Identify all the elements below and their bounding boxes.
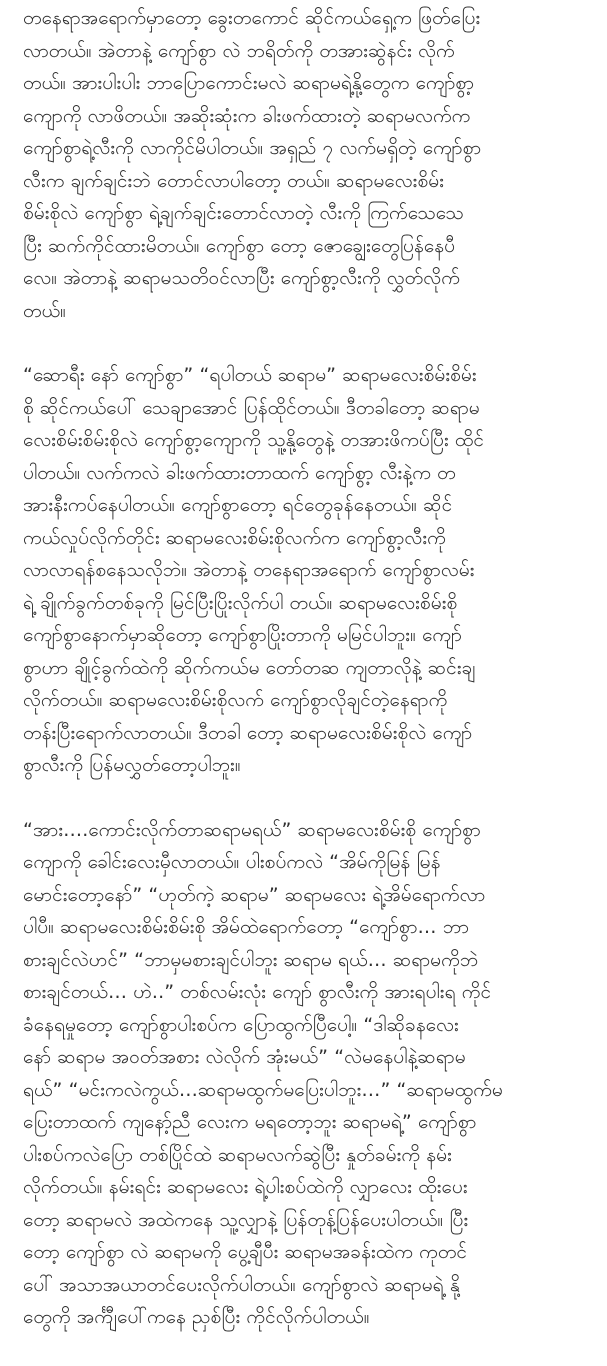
text-line: စွာလီးကို ပြန်မလွှတ်တော့ပါဘူး။ xyxy=(23,754,241,776)
paragraph-3 xyxy=(23,814,587,1334)
text-line: တော့ ကျော်စွာ လဲ ဆရာမကို ပွေ့ချီပီး ဆရာမအခန်းထဲက ကုတင် xyxy=(23,1241,468,1263)
text-line: လာလာရန်စနေသလိုဘဲ။ အဲတာနဲ့ တနေရာအရောက် ကျော်စွာလမ်း xyxy=(23,559,475,581)
text-line: ကျော်စွာနောက်မှာဆိုတော့ ကျော်စွာပြိုးတာကို မမြင်ပါဘူး။ ကျော် xyxy=(23,624,462,646)
text-line: တွေကို အင်္ကျီပေါ်ကနေ ညှစ်ပြီး ကိုင်လိုက်ပါတယ်။ xyxy=(23,1306,370,1328)
text-line: ရယ်” “မင်းကလဲကွယ်…ဆရာမထွက်မပြေးပါဘူး…” “ဆရာမထွက်မ xyxy=(23,1078,503,1101)
text-line: လိုက်တယ်။ ဆရာမလေးစိမ်းစိုလက် ကျော်စွာလိုချင်တဲ့နေရာကို xyxy=(23,689,448,711)
text-line: တယ်။ အားပါးပါး ဘာပြောကောင်းမလဲ ဆရာမရဲ့နို့တွေက ကျော်စွာ့ xyxy=(23,72,475,94)
text-line: ကျောကို ခေါင်းလေးမှီလာတယ်။ ပါးစပ်ကလဲ “အိမ်ကိုမြန် မြန် xyxy=(23,851,441,873)
text-line: “ဆောရီး နော် ကျော်စွာ” “ရပါတယ် ဆရာမ” ဆရာမလေးစိမ်းစိမ်း xyxy=(23,364,477,386)
text-line: စားချင်လဲဟင်” “ဘာမှမစားချင်ပါဘူး ဆရာမ ရယ်… ဆရာမကိုဘဲ xyxy=(23,948,479,971)
text-line: အားနီးကပ်နေပါတယ်။ ကျော်စွာတော့ ရင်တွေခုန်နေတယ်။ ဆိုင် xyxy=(23,494,453,516)
text-line: တယ်။ xyxy=(23,299,66,322)
text-line: စွာဟာ ချိုင့်ခွက်ထဲကို ဆိုက်ကယ်မ တော်တဆ ကျတာလိုနဲ့ ဆင်းချ xyxy=(23,656,476,679)
text-line: ပါတယ်။ လက်ကလဲ ခါးဖက်ထားတာထက် ကျော်စွာ့ လီးနဲ့က တ xyxy=(23,461,456,484)
paragraph-1 xyxy=(23,2,587,327)
text-line: ရဲ့ ချိုက်ခွက်တစ်ခုကို မြင်ပြီးပြိုးလိုက်ပါ တယ်။ ဆရာမလေးစိမ်းစို xyxy=(23,591,458,614)
article-body xyxy=(23,2,587,1366)
text-line: ကယ်လှုပ်လိုက်တိုင်း ဆရာမလေးစိမ်းစိုလက်က ကျော်စွာ့လီးကို xyxy=(23,526,446,549)
text-line: တနေရာအရောက်မှာတော့ ခွေးတကောင် ဆိုင်ကယ်ရှေ့က ဖြတ်ပြေး xyxy=(23,7,481,29)
text-line: မောင်းတော့နော်” “ဟုတ်ကဲ့ ဆရာမ” ဆရာမလေး ရဲ့အိမ်ရောက်လာ xyxy=(23,883,486,906)
text-line: ခံနေရမှုတော့ ကျော်စွာပါးစပ်က ပြောထွက်ပြီပေါ့။ “ဒါဆိုခနလေး xyxy=(23,1013,459,1036)
text-line: ပြီး ဆက်ကိုင်ထားမိတယ်။ ကျော်စွာ တော့ ဇောချွေးတွေပြန်နေပီ xyxy=(23,234,456,257)
text-line: တန်းပြီးရောက်လာတယ်။ ဒီတခါ တော့ ဆရာမလေးစိမ်းစိုလဲ ကျော် xyxy=(23,721,473,744)
text-line: ပါပီ။ ဆရာမလေးစိမ်းစိမ်းစို အိမ်ထဲရောက်တော့ “ကျော်စွာ… ဘာ xyxy=(23,916,469,938)
text-line: စားချင်တယ်… ဟဲ..” တစ်လမ်းလုံး ကျော် စွာလီးကို အားရပါးရ ကိုင် xyxy=(23,981,492,1003)
text-line: ကျော်စွာရဲ့လီးကို လာကိုင်မိပါတယ်။ အရှည် ၇ လက်မရှိတဲ့ ကျော်စွာ xyxy=(23,137,482,159)
text-line: တော့ ဆရာမလဲ အထဲကနေ သူ့လျှာနဲ့ ပြန်တုန့်ပြန်ပေးပါတယ်။ ပြီး xyxy=(23,1208,469,1231)
text-line: ကျောကို လာဖိတယ်။ အဆိုးဆုံးက ခါးဖက်ထားတဲ့ ဆရာမလက်က xyxy=(23,104,471,127)
text-line: လေးစိမ်းစိမ်းစိုလဲ ကျော်စွာ့ကျောကို သူ့နို့တွေနဲ့ တအားဖိကပ်ပြီး ထိုင် xyxy=(23,429,485,451)
text-line: နော် ဆရာမ အဝတ်အစား လဲလိုက် အုံးမယ်” “လဲမနေပါနဲ့ဆရာမ xyxy=(23,1046,466,1068)
text-line: ပေါ် အသာအယာတင်ပေးလိုက်ပါတယ်။ ကျော်စွာလဲ ဆရာမရဲ့ နို့ xyxy=(23,1273,460,1296)
text-line: လာတယ်။ အဲတာနဲ့ ကျော်စွာ လဲ ဘရိတ်ကို တအားဆွဲနင်း လိုက် xyxy=(23,39,455,62)
text-line: စို ဆိုင်ကယ်ပေါ် သေချာအောင် ပြန်ထိုင်တယ်။ ဒီတခါတော့ ဆရာမ xyxy=(23,396,480,419)
text-line: စိမ်းစိုလဲ ကျော်စွာ ရဲ့ချက်ချင်းတောင်လာတဲ့ လီးကို ကြက်သေသေ xyxy=(23,202,464,224)
text-line: လေ။ အဲတာနဲ့ ဆရာမသတိဝင်လာပြီး ကျော်စွာ့လီးကို လွှတ်လိုက် xyxy=(23,267,460,289)
text-line: “အား….ကောင်းလိုက်တာဆရာမရယ်” ဆရာမလေးစိမ်းစို ကျော်စွာ xyxy=(23,818,481,841)
text-line: လီးက ချက်ချင်းဘဲ တောင်လာပါတော့ တယ်။ ဆရာမလေးစိမ်း xyxy=(23,169,445,192)
text-line: ပြေးတာထက် ကျနော့်ညီ လေးက မရတော့ဘူး ဆရာမရဲ့” ကျော်စွာ xyxy=(23,1111,477,1133)
paragraph-2 xyxy=(23,359,587,782)
text-line: လိုက်တယ်။ နမ်းရင်း ဆရာမလေး ရဲ့ပါးစပ်ထဲကို လျှာလေး ထိုးပေး xyxy=(23,1176,468,1198)
text-line: ပါးစပ်ကလဲပြော တစ်ပြိုင်ထဲ ဆရာမလက်ဆွဲပြီး နှုတ်ခမ်းကို နမ်း xyxy=(23,1143,452,1166)
